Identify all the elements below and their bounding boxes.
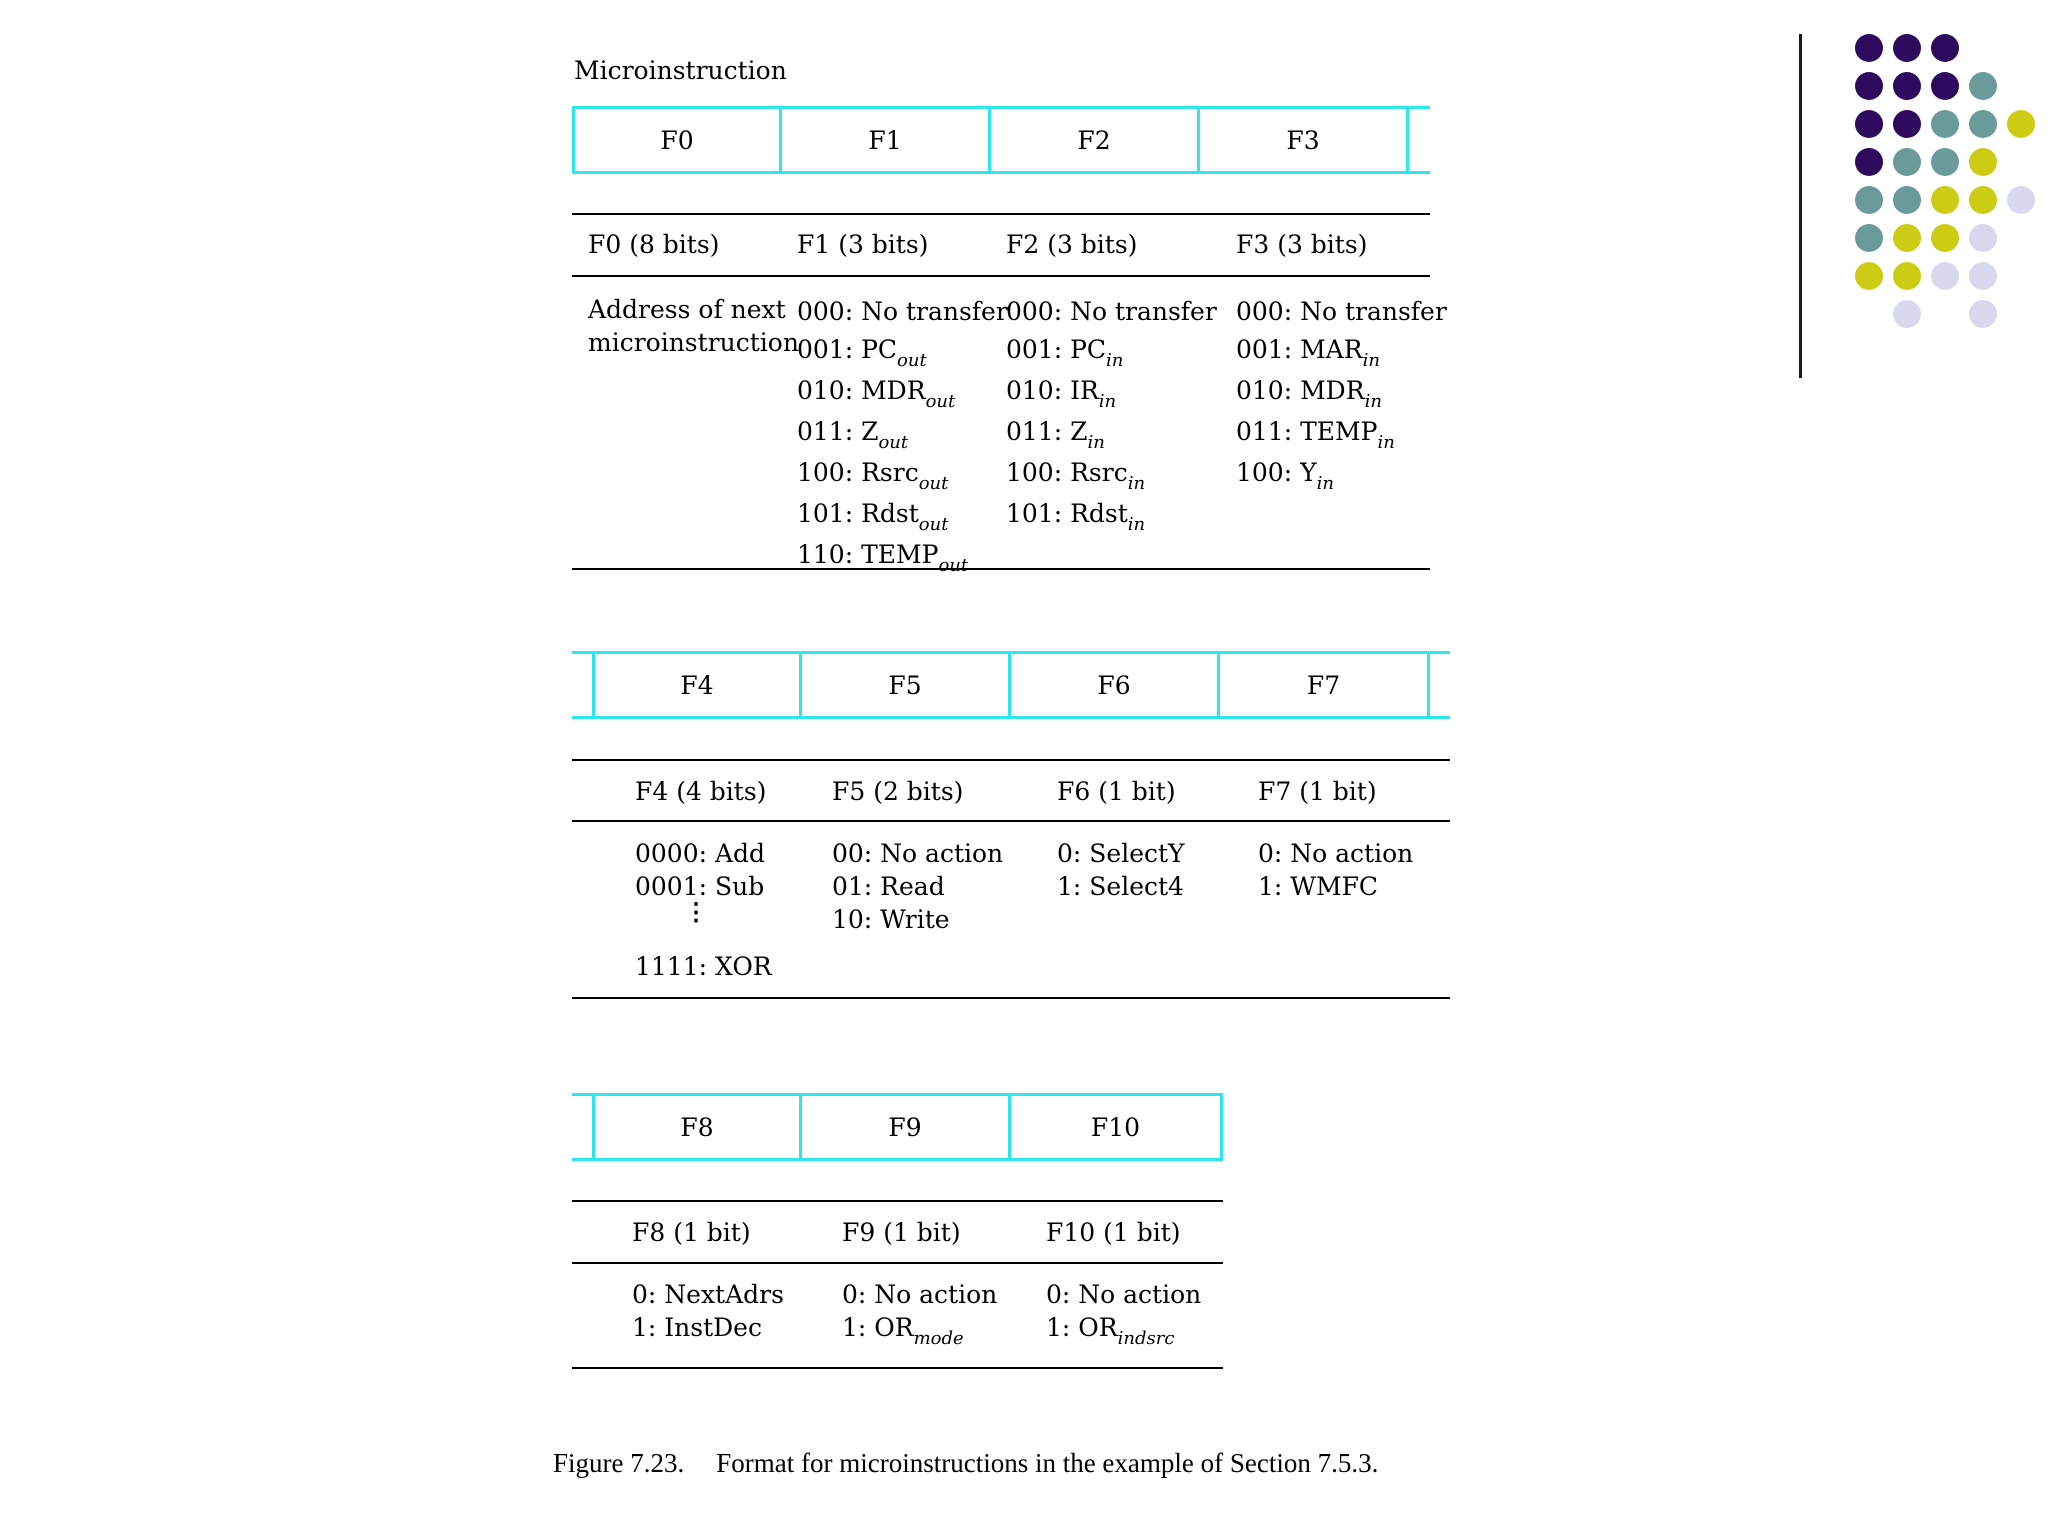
code-text: 00: No action [832, 839, 1004, 868]
code-entry [588, 293, 799, 326]
field-box-f7: F7 [1217, 651, 1430, 719]
code-text: 01: Read [832, 872, 945, 901]
column-f8-codes [632, 1278, 784, 1344]
code-subscript: in [1362, 350, 1380, 371]
code-text: 1: OR [842, 1313, 914, 1342]
column-f3-codes [1236, 293, 1447, 495]
decorative-dot [1931, 262, 1959, 290]
code-subscript: in [1106, 350, 1124, 371]
code-entry [1006, 293, 1217, 331]
header-f6: F6 (1 bit) [1057, 777, 1176, 806]
code-text: 0: No action [1046, 1280, 1202, 1309]
code-text: 011: Z [797, 417, 879, 446]
header-f2: F2 (3 bits) [1006, 230, 1138, 259]
decorative-dot [2007, 110, 2035, 138]
code-text: 100: Y [1236, 458, 1317, 487]
field-box-f1: F1 [779, 106, 991, 174]
code-entry [1006, 454, 1217, 495]
decorative-dot [1931, 186, 1959, 214]
code-entry [1258, 870, 1413, 903]
decorative-dot [1969, 110, 1997, 138]
code-text: 000: No transfer [1006, 297, 1217, 326]
decorative-dot [1969, 300, 1997, 328]
code-subscript: in [1127, 514, 1146, 535]
code-entry [1236, 331, 1447, 372]
table-rule-top [572, 1200, 1223, 1202]
code-entry [1236, 293, 1447, 331]
code-text: 0: No action [1258, 839, 1414, 868]
decorative-dot [1931, 72, 1959, 100]
code-text: 101: Rdst [1006, 499, 1128, 528]
code-entry [797, 331, 1008, 372]
field-continuation-bottom [1406, 171, 1430, 174]
header-f4: F4 (4 bits) [635, 777, 767, 806]
decorative-dot [1855, 72, 1883, 100]
code-text: 1: Select4 [1057, 872, 1184, 901]
code-text: 1: WMFC [1258, 872, 1379, 901]
code-entry [1006, 331, 1217, 372]
field-box-f10: F10 [1008, 1093, 1223, 1161]
code-text: 100: Rsrc [797, 458, 919, 487]
field-box-f2: F2 [988, 106, 1200, 174]
code-subscript: out [925, 391, 956, 412]
code-text: 10: Write [832, 905, 950, 934]
code-entry [1006, 495, 1217, 536]
decorative-dot [1931, 224, 1959, 252]
code-subscript: in [1364, 391, 1382, 412]
header-f8: F8 (1 bit) [632, 1218, 751, 1247]
field-continuation-bottom [1427, 716, 1450, 719]
code-text: 000: No transfer [797, 297, 1008, 326]
caption-text: Format for microinstructions in the example of Section 7.5.3. [716, 1448, 1379, 1478]
code-entry [1057, 870, 1185, 903]
decorative-dot [1893, 110, 1921, 138]
code-entry [1236, 372, 1447, 413]
code-subscript: out [897, 350, 927, 371]
decorative-dot [1893, 148, 1921, 176]
decorative-dot [1893, 224, 1921, 252]
code-entry [1236, 413, 1447, 454]
table-rule-mid [572, 820, 1450, 822]
code-subscript: indsrc [1117, 1328, 1175, 1349]
f4-code-add: 0000: Add [635, 839, 766, 868]
f4-code-xor: 1111: XOR [635, 952, 772, 981]
table-rule-top [572, 213, 1430, 215]
decorative-dot [1855, 186, 1883, 214]
code-subscript: out [918, 473, 949, 494]
code-text: 001: PC [797, 335, 898, 364]
decorative-dot [1893, 34, 1921, 62]
decorative-dot [1931, 34, 1959, 62]
code-entry [797, 495, 1008, 536]
table-rule-mid [572, 275, 1430, 277]
divider-line [1799, 34, 1802, 378]
header-f10: F10 (1 bit) [1046, 1218, 1181, 1247]
code-entry [1006, 372, 1217, 413]
decorative-dot [1893, 72, 1921, 100]
decorative-dot [1969, 262, 1997, 290]
decorative-dot [1855, 148, 1883, 176]
table-rule-top [572, 759, 1450, 761]
decorative-dot [1969, 186, 1997, 214]
code-text: 0: SelectY [1057, 839, 1185, 868]
code-text: 101: Rdst [797, 499, 919, 528]
table-rule-bottom [572, 1367, 1223, 1369]
column-f1-codes [797, 293, 1008, 577]
decorative-dot [1969, 224, 1997, 252]
column-f9-codes [842, 1278, 997, 1347]
code-entry [632, 1278, 784, 1311]
code-subscript: out [938, 555, 969, 576]
field-continuation-top [1427, 651, 1450, 654]
code-entry [1046, 1311, 1201, 1347]
field-box-f9: F9 [799, 1093, 1011, 1161]
field-box-f8: F8 [592, 1093, 802, 1161]
code-text: 010: MDR [797, 376, 926, 405]
field-box-f6: F6 [1008, 651, 1220, 719]
caption-label: Figure 7.23. [553, 1448, 685, 1478]
code-entry [1258, 837, 1413, 870]
header-f0: F0 (8 bits) [588, 230, 720, 259]
code-text: 010: MDR [1236, 376, 1365, 405]
decorative-dot [1931, 148, 1959, 176]
code-entry [832, 837, 1003, 870]
code-entry [632, 1311, 784, 1344]
field-box-f3: F3 [1197, 106, 1409, 174]
header-f1: F1 (3 bits) [797, 230, 929, 259]
code-text: 001: MAR [1236, 335, 1363, 364]
decorative-dot [1893, 262, 1921, 290]
table-rule-bottom [572, 997, 1450, 999]
column-f10-codes [1046, 1278, 1201, 1347]
field-box-f4: F4 [592, 651, 802, 719]
code-entry [1236, 454, 1447, 495]
code-subscript: in [1087, 432, 1105, 453]
code-text: 110: TEMP [797, 540, 939, 569]
decorative-dot [1855, 262, 1883, 290]
code-entry [832, 870, 1003, 903]
code-text: 011: TEMP [1236, 417, 1378, 446]
decorative-dot [1855, 224, 1883, 252]
header-f7: F7 (1 bit) [1258, 777, 1377, 806]
code-entry [842, 1278, 997, 1311]
decorative-dot [1893, 186, 1921, 214]
header-f3: F3 (3 bits) [1236, 230, 1368, 259]
code-entry [1057, 837, 1185, 870]
decorative-dot [1855, 34, 1883, 62]
code-text: 100: Rsrc [1006, 458, 1128, 487]
code-entry [1046, 1278, 1201, 1311]
code-subscript: out [918, 514, 949, 535]
column-f7-codes [1258, 837, 1413, 903]
code-entry [797, 413, 1008, 454]
field-box-f5: F5 [799, 651, 1011, 719]
code-entry [842, 1311, 997, 1347]
decorative-dot [1893, 300, 1921, 328]
code-text: 000: No transfer [1236, 297, 1447, 326]
code-subscript: in [1316, 473, 1334, 494]
column-f2-codes [1006, 293, 1217, 536]
f4-code-sub: 0001: Sub [635, 872, 765, 901]
code-text: Address of next [588, 295, 786, 324]
decorative-dot [1855, 110, 1883, 138]
field-box-f0: F0 [572, 106, 782, 174]
code-text: 1: InstDec [632, 1313, 762, 1342]
header-f5: F5 (2 bits) [832, 777, 964, 806]
code-text: 0: No action [842, 1280, 998, 1309]
code-subscript: in [1127, 473, 1146, 494]
decorative-dot [2007, 186, 2035, 214]
code-entry [1006, 413, 1217, 454]
figure-caption [553, 1446, 1378, 1480]
code-subscript: out [878, 432, 909, 453]
code-subscript: in [1098, 391, 1117, 412]
decorative-dot [1931, 110, 1959, 138]
code-entry [797, 293, 1008, 331]
diagram-title: Microinstruction [574, 56, 787, 85]
code-subscript: in [1377, 432, 1395, 453]
ellipsis-icon: ⋮ [684, 897, 708, 926]
code-text: microinstruction [588, 328, 799, 357]
code-entry [588, 326, 799, 359]
code-text: 1: OR [1046, 1313, 1118, 1342]
table-rule-mid [572, 1262, 1223, 1264]
field-continuation-top [1406, 106, 1430, 109]
code-entry [797, 536, 1008, 577]
decorative-dot [1969, 72, 1997, 100]
decorative-dot [1969, 148, 1997, 176]
code-entry [797, 454, 1008, 495]
code-entry [797, 372, 1008, 413]
code-text: 0: NextAdrs [632, 1280, 784, 1309]
code-entry [832, 903, 1003, 936]
header-f9: F9 (1 bit) [842, 1218, 961, 1247]
code-text: 001: PC [1006, 335, 1107, 364]
column-f5-codes [832, 837, 1003, 936]
column-f6-codes [1057, 837, 1185, 903]
code-subscript: mode [913, 1328, 964, 1349]
code-text: 010: IR [1006, 376, 1099, 405]
column-f0-desc [588, 293, 799, 359]
code-text: 011: Z [1006, 417, 1088, 446]
